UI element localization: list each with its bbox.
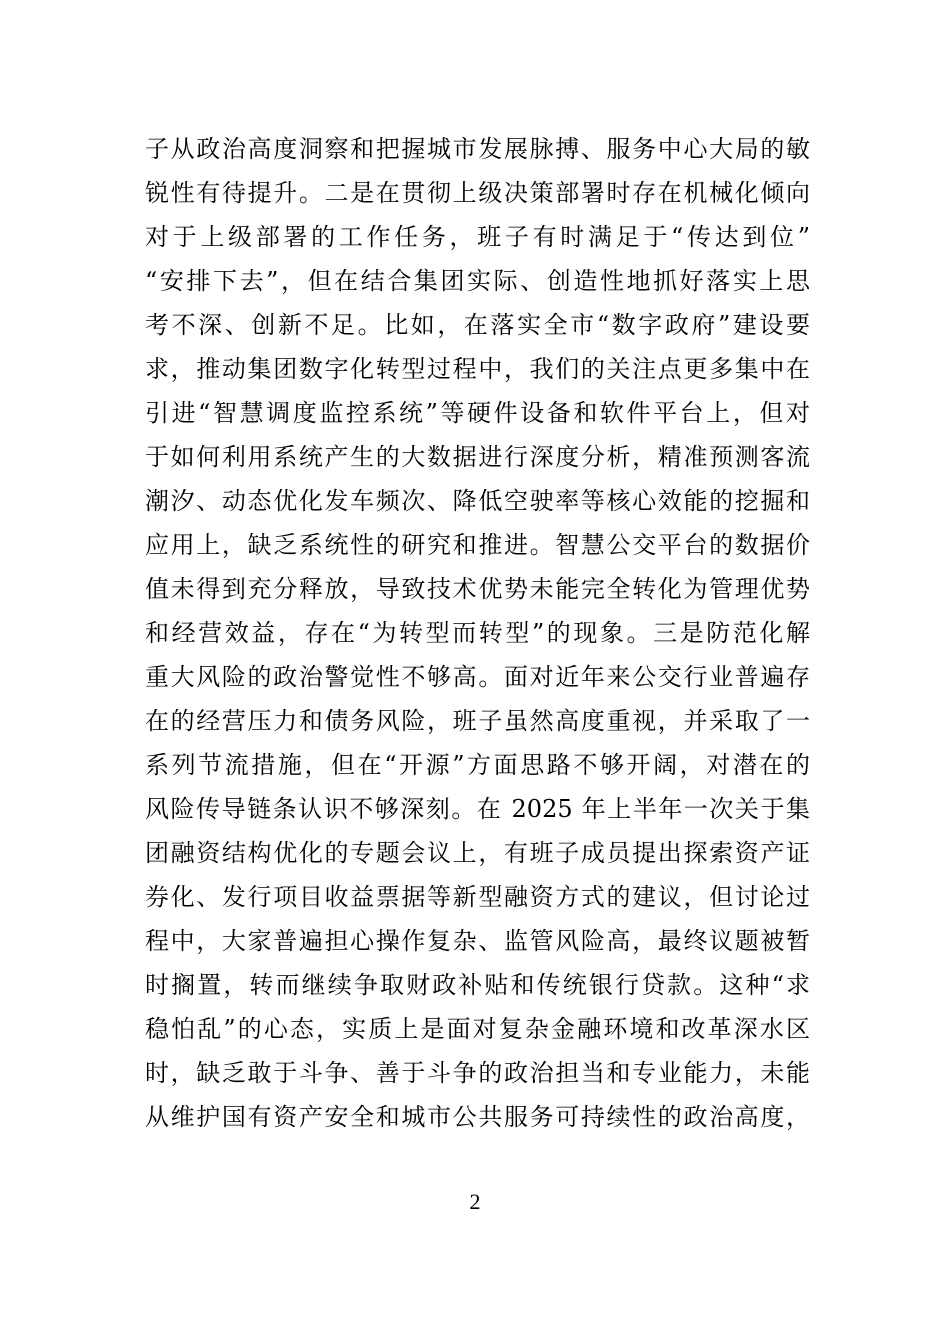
- text-line: 风险传导链条认识不够深刻。在 2025 年上半年一次关于集: [145, 795, 810, 823]
- text-line: 考不深、创新不足。比如，在落实全市“数字政府”建设要: [145, 311, 810, 339]
- text-line: 求，推动集团数字化转型过程中，我们的关注点更多集中在: [145, 355, 810, 383]
- page-number: 2: [469, 1189, 481, 1214]
- text-line: 团融资结构优化的专题会议上，有班子成员提出探索资产证: [145, 839, 810, 867]
- text-line: 在的经营压力和债务风险，班子虽然高度重视，并采取了一: [145, 707, 810, 735]
- text-line: 和经营效益，存在“为转型而转型”的现象。三是防范化解: [145, 619, 810, 647]
- text-line: 值未得到充分释放，导致技术优势未能完全转化为管理优势: [145, 575, 810, 603]
- text-line: 系列节流措施，但在“开源”方面思路不够开阔，对潜在的: [145, 751, 810, 779]
- text-line: 程中，大家普遍担心操作复杂、监管风险高，最终议题被暂: [145, 927, 810, 955]
- body-text: [145, 127, 810, 1139]
- text-line: 应用上，缺乏系统性的研究和推进。智慧公交平台的数据价: [145, 531, 810, 559]
- text-line: 引进“智慧调度监控系统”等硬件设备和软件平台上，但对: [145, 399, 810, 427]
- text-line: 时搁置，转而继续争取财政补贴和传统银行贷款。这种“求: [145, 971, 810, 999]
- text-line: 券化、发行项目收益票据等新型融资方式的建议，但讨论过: [145, 883, 810, 911]
- text-line: 从维护国有资产安全和城市公共服务可持续性的政治高度，: [145, 1103, 810, 1131]
- text-line: 重大风险的政治警觉性不够高。面对近年来公交行业普遍存: [145, 663, 810, 691]
- text-line: 稳怕乱”的心态，实质上是面对复杂金融环境和改革深水区: [145, 1015, 810, 1043]
- text-line: 子从政治高度洞察和把握城市发展脉搏、服务中心大局的敏: [145, 135, 810, 163]
- text-line: 对于上级部署的工作任务，班子有时满足于“传达到位”: [145, 223, 810, 251]
- text-line: “安排下去”，但在结合集团实际、创造性地抓好落实上思: [145, 267, 810, 295]
- text-line: 于如何利用系统产生的大数据进行深度分析，精准预测客流: [145, 443, 810, 471]
- text-line: 潮汐、动态优化发车频次、降低空驶率等核心效能的挖掘和: [145, 487, 810, 515]
- text-line: 时，缺乏敢于斗争、善于斗争的政治担当和专业能力，未能: [145, 1059, 810, 1087]
- text-line: 锐性有待提升。二是在贯彻上级决策部署时存在机械化倾向: [145, 179, 810, 207]
